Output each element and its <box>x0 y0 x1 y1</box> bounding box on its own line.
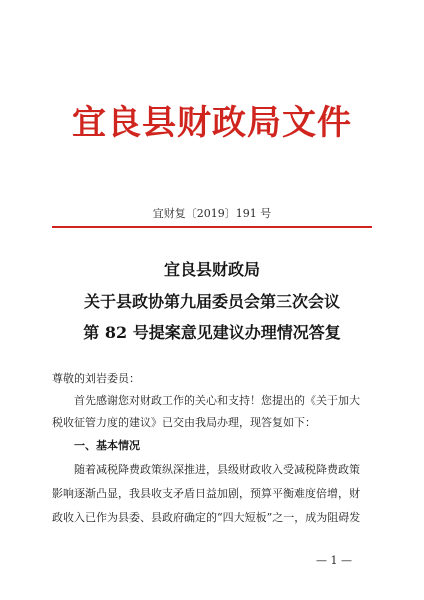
title-line-1: 宜良县财政局 <box>163 260 260 279</box>
page-number: — 1 — <box>316 554 352 567</box>
intro-line-2: 税收征管力度的建议》已交由我局办理，现答复如下： <box>52 416 316 429</box>
salutation: 尊敬的刘岩委员： <box>52 372 140 385</box>
red-divider-line <box>52 226 372 228</box>
title-line-3: 第 82 号提案意见建议办理情况答复 <box>83 323 341 342</box>
intro-line-1: 首先感谢您对财政工作的关心和支持！您提出的《关于加大 <box>74 394 360 407</box>
body-line-1: 随着减税降费政策纵深推进，县级财政收入受减税降费政策 <box>74 463 360 476</box>
document-number: 宜财复〔2019〕191 号 <box>152 207 272 220</box>
body-line-3: 政收入已作为县委、县政府确定的“四大短板”之一，成为阻碍发 <box>52 511 361 524</box>
masthead-title: 宜良县财政局文件 <box>72 103 352 143</box>
title-line-2: 关于县政协第九届委员会第三次会议 <box>83 292 340 311</box>
body-line-2: 影响逐渐凸显，我县收支矛盾日益加剧，预算平衡难度倍增，财 <box>52 487 360 500</box>
section-heading: 一、基本情况 <box>74 439 140 452</box>
